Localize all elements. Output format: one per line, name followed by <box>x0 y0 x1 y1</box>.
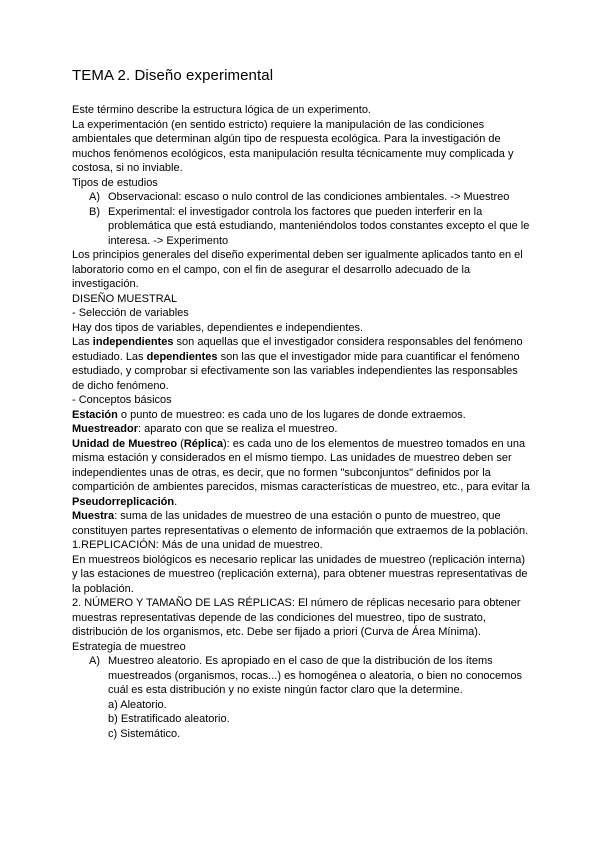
list-item <box>72 190 532 205</box>
sub-list-item: a) Aleatorio. <box>108 698 167 711</box>
text-run: ( <box>177 437 184 450</box>
term-independientes: independientes <box>92 336 174 348</box>
text-run: : aparato con que se realiza el muestreo. <box>138 423 338 435</box>
term-muestra: Muestra <box>72 510 115 522</box>
page-title: TEMA 2. Diseño experimental <box>72 67 274 84</box>
numero-paragraph: 2. NÚMERO Y TAMAÑO DE LAS RÉPLICAS: El número de réplicas necesario para obtener muestras representativas depende de las condiciones del muestreo, tipo de sustrato, distribución de los organismos, etc. Debe ser fijado a priori (Curva de Área Mínima). <box>72 597 521 638</box>
list-marker: B) <box>89 205 100 218</box>
seleccion-heading: - Selección de variables <box>72 307 189 319</box>
text-run: : suma de las unidades de muestreo de una estación o punto de muestreo, que constituyen partes representativas o elemento de información que extraemos de la población. <box>72 510 529 537</box>
list-item <box>72 654 532 698</box>
tipos-list <box>72 190 532 248</box>
term-muestreador: Muestreador <box>72 423 139 435</box>
tipos-variables-paragraph: Hay dos tipos de variables, dependientes e independientes. <box>72 321 364 334</box>
term-estacion: Estación <box>72 408 118 421</box>
unidad-definition <box>72 437 532 510</box>
diseno-heading: DISEÑO MUESTRAL <box>72 292 178 305</box>
list-item-text: Experimental: el investigador controla los factores que pueden interferir en la problemática que está estudiando, manteniéndolos todos constantes excepto el que le interesa. -> Experimento <box>108 205 530 247</box>
sub-list-item: c) Sistemático. <box>108 727 181 740</box>
estrategia-list <box>72 654 532 741</box>
experimentacion-paragraph: La experimentación (en sentido estricto) requiere la manipulación de las condiciones ambientales que determinan algún tipo de respuesta ecológica. Para la investigación de muchos fenómenos ecológicos, esta manipulación resulta técnicamente muy complicada y costosa, si no inviable. <box>72 118 514 174</box>
term-unidad-muestreo: Unidad de Muestreo <box>72 437 178 450</box>
principios-paragraph: Los principios generales del diseño experimental deben ser igualmente aplicados tanto en el laboratorio como en el campo, con el fin de asegurar el desarrollo adecuado de la investigación. <box>72 249 523 290</box>
tipos-heading: Tipos de estudios <box>72 176 158 189</box>
list-item-text: Muestreo aleatorio. Es apropiado en el caso de que la distribución de los ítems muestreados (organismos, rocas...) es homogénea o aleatoria, o bien no conocemos cuál es esta distribución y no existe ningún factor claro que la determine. <box>108 655 522 696</box>
text-run: ): es cada uno de los elementos de muestreo tomados en una misma estación y considerados en el mismo tiempo. Las unidades de muestreo deben ser independientes unas de otras, es decir, que no formen "subconjuntos" definidos por la compartición de ambientes parecidos, mismas características de muestreo, etc., para evitar la <box>72 437 530 493</box>
text-run: son aquellas que el investigador considera responsables del fenómeno estudiado. Las <box>72 336 523 363</box>
document-body <box>72 103 532 741</box>
muestra-definition <box>72 509 532 538</box>
replicacion-heading: 1.REPLICACIÓN: Más de una unidad de muestreo. <box>72 539 323 551</box>
term-pseudorreplicacion: Pseudorreplicación <box>72 495 175 508</box>
replicacion-paragraph: En muestreos biológicos es necesario replicar las unidades de muestreo (replicación interna) y las estaciones de muestreo (replicación externa), para obtener muestras representativas de la población. <box>72 553 528 595</box>
term-dependientes: dependientes <box>146 350 218 363</box>
text-run: o punto de muestreo: es cada uno de los lugares de donde extraemos. <box>117 408 466 421</box>
list-item <box>72 205 532 249</box>
variables-paragraph <box>72 335 532 393</box>
term-replica: Réplica <box>183 437 223 450</box>
list-marker: A) <box>89 655 100 667</box>
text-run: son las que el investigador mide para cuantificar el fenómeno estudiado, y comprobar si efectivamente son las variables independientes las responsables de dicho fenómeno. <box>72 350 520 392</box>
list-item-text: Observacional: escaso o nulo control de las condiciones ambientales. -> Muestreo <box>108 191 510 203</box>
intro-paragraph: Este término describe la estructura lógica de un experimento. <box>72 104 371 116</box>
conceptos-heading: - Conceptos básicos <box>72 394 172 406</box>
document-page <box>72 66 532 741</box>
estacion-definition <box>72 408 532 423</box>
list-marker: A) <box>89 191 100 203</box>
sub-list-item: b) Estratificado aleatorio. <box>108 713 230 725</box>
text-run: Las <box>72 336 93 348</box>
estrategia-heading: Estrategia de muestreo <box>72 640 186 653</box>
text-run: . <box>174 495 178 508</box>
muestreador-definition <box>72 422 532 437</box>
